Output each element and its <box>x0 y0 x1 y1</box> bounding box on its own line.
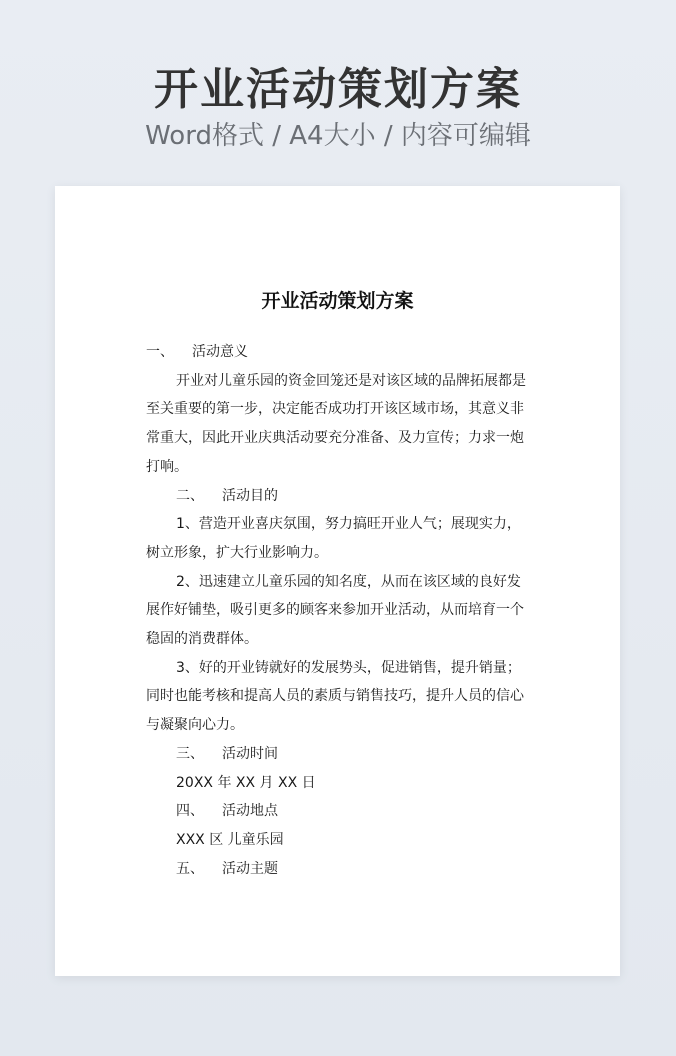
section-number: 五、 <box>176 860 204 877</box>
paragraph: 20XX 年 XX 月 XX 日 <box>176 774 316 791</box>
document-page <box>55 186 620 976</box>
paragraph: 2、迅速建立儿童乐园的知名度，从而在该区域的良好发展作好铺垫，吸引更多的顾客来参加开业活动，从而培育一个稳固的消费群体。 <box>146 573 524 648</box>
paragraph: 1、营造开业喜庆氛围，努力搞旺开业人气；展现实力，树立形象，扩大行业影响力。 <box>146 516 521 561</box>
section-title: 活动主题 <box>222 860 278 877</box>
paragraph: 开业对儿童乐园的资金回笼还是对该区域的品牌拓展都是至关重要的第一步，决定能否成功打开该区域市场，其意义非常重大，因此开业庆典活动要充分准备、及力宣传；力求一炮打响。 <box>146 372 526 475</box>
section-heading <box>146 855 532 884</box>
section-number: 三、 <box>176 745 204 762</box>
section-heading <box>146 740 532 769</box>
paragraph: 3、好的开业铸就好的发展势头，促进销售，提升销量；同时也能考核和提高人员的素质与销售技巧，提升人员的信心与凝聚向心力。 <box>146 659 524 734</box>
banner-title: 开业活动策划方案 <box>154 64 522 115</box>
section-title: 活动意义 <box>192 344 248 360</box>
section-heading <box>146 482 532 511</box>
section-number: 一、 <box>146 344 174 360</box>
section-title: 活动地点 <box>222 803 278 820</box>
paragraph: XXX 区 儿童乐园 <box>176 831 284 848</box>
section-heading <box>146 797 532 826</box>
banner-subtitle: Word格式 / A4大小 / 内容可编辑 <box>145 121 531 151</box>
section-number: 二、 <box>176 487 204 504</box>
document-title: 开业活动策划方案 <box>261 290 414 312</box>
section-heading <box>146 338 532 367</box>
section-title: 活动时间 <box>222 745 278 762</box>
document-body <box>146 338 532 883</box>
section-number: 四、 <box>176 803 204 820</box>
section-title: 活动目的 <box>222 487 278 504</box>
